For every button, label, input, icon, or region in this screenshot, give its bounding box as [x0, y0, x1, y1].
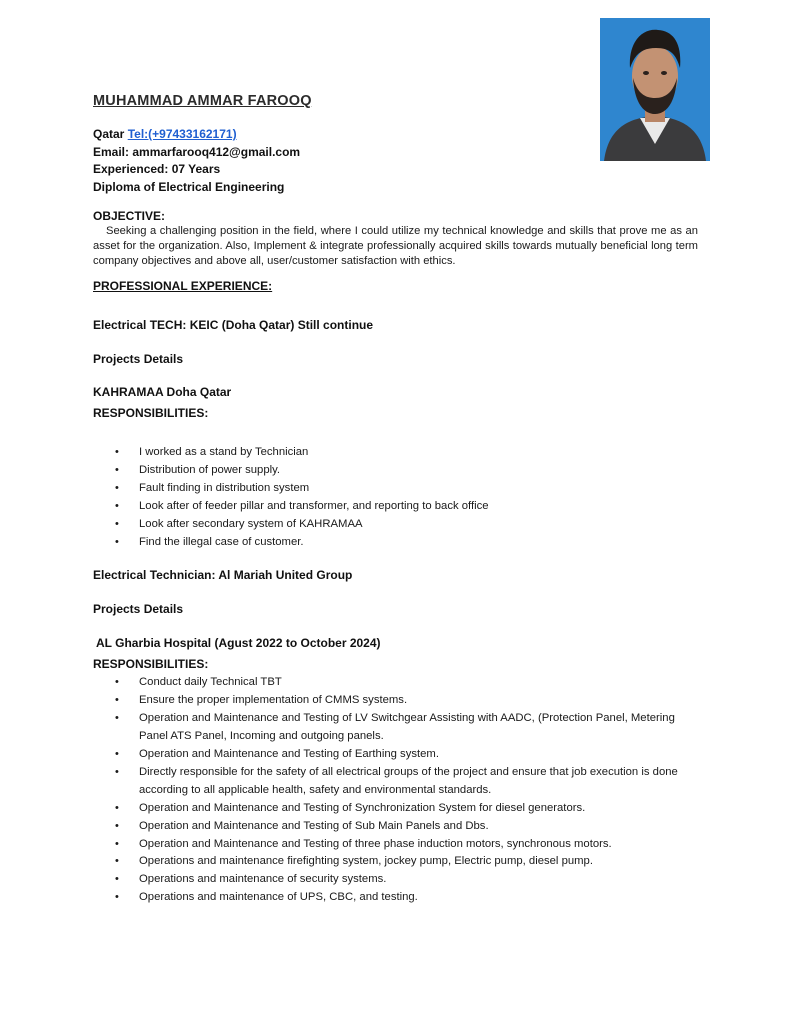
phone-link[interactable]: Tel:(+97433162171): [127, 127, 237, 141]
list-item: • Distribution of power supply.: [93, 461, 698, 479]
project-name: KAHRAMAA Doha Qatar: [93, 385, 232, 400]
list-item: • Operation and Maintenance and Testing of Sub Main Panels and Dbs.: [93, 818, 698, 836]
responsibilities-list: [93, 443, 698, 551]
job-title: Electrical TECH: KEIC (Doha Qatar) Still continue: [93, 318, 374, 333]
list-item: • Operation and Maintenance and Testing of Synchronization System for diesel generators.: [93, 800, 698, 818]
applicant-name: MUHAMMAD AMMAR FAROOQ: [93, 93, 312, 109]
objective-text: Seeking a challenging position in the field, where I could utilize my technical knowledge and skills that prove me as an asset for the organization. Also, Implement & integrate professionally acquired skills towards mutually beneficial long term company objectives and above all, user/customer satisfaction with ethics.: [93, 225, 698, 268]
responsibilities-list: [93, 674, 698, 907]
email-line: Email: ammarfarooq412@gmail.com: [93, 144, 301, 159]
list-item: • Look after of feeder pillar and transformer, and reporting to back office: [93, 497, 698, 515]
list-item: • Look after secondary system of KAHRAMAA: [93, 515, 698, 533]
list-item: • Directly responsible for the safety of all electrical groups of the project and ensure that job execution is done according to all applicable health, safety and environmental standards.: [93, 764, 698, 800]
objective-heading: OBJECTIVE:: [93, 209, 166, 224]
list-item: • Operation and Maintenance and Testing of three phase induction motors, synchronous motors.: [93, 836, 698, 854]
list-item: • I worked as a stand by Technician: [93, 443, 698, 461]
list-item: • Find the illegal case of customer.: [93, 533, 698, 551]
list-item: • Operation and Maintenance and Testing of Earthing system.: [93, 746, 698, 764]
project-name: AL Gharbia Hospital (Agust 2022 to October 2024): [96, 636, 381, 651]
job-title: Electrical Technician: Al Mariah United Group: [93, 568, 353, 583]
responsibilities-label: RESPONSIBILITIES:: [93, 657, 209, 672]
responsibilities-label: RESPONSIBILITIES:: [93, 406, 209, 421]
contact-line: [93, 126, 698, 144]
list-item: • Operations and maintenance firefighting system, jockey pump, Electric pump, diesel pump.: [93, 853, 698, 871]
experience-heading: PROFESSIONAL EXPERIENCE:: [93, 279, 273, 294]
list-item: • Operation and Maintenance and Testing of LV Switchgear Assisting with AADC, (Protection Panel, Metering Panel ATS Panel, Incoming and outgoing panels.: [93, 710, 698, 746]
projects-details-label: Projects Details: [93, 602, 184, 617]
diploma-line: Diploma of Electrical Engineering: [93, 179, 285, 194]
country-label: Qatar: [93, 127, 125, 141]
experience-years: Experienced: 07 Years: [93, 162, 221, 177]
list-item: • Operations and maintenance of security systems.: [93, 871, 698, 889]
list-item: • Ensure the proper implementation of CMMS systems.: [93, 692, 698, 710]
list-item: • Operations and maintenance of UPS, CBC, and testing.: [93, 889, 698, 907]
projects-details-label: Projects Details: [93, 352, 184, 367]
resume-content: [93, 93, 698, 907]
list-item: • Fault finding in distribution system: [93, 479, 698, 497]
list-item: • Conduct daily Technical TBT: [93, 674, 698, 692]
